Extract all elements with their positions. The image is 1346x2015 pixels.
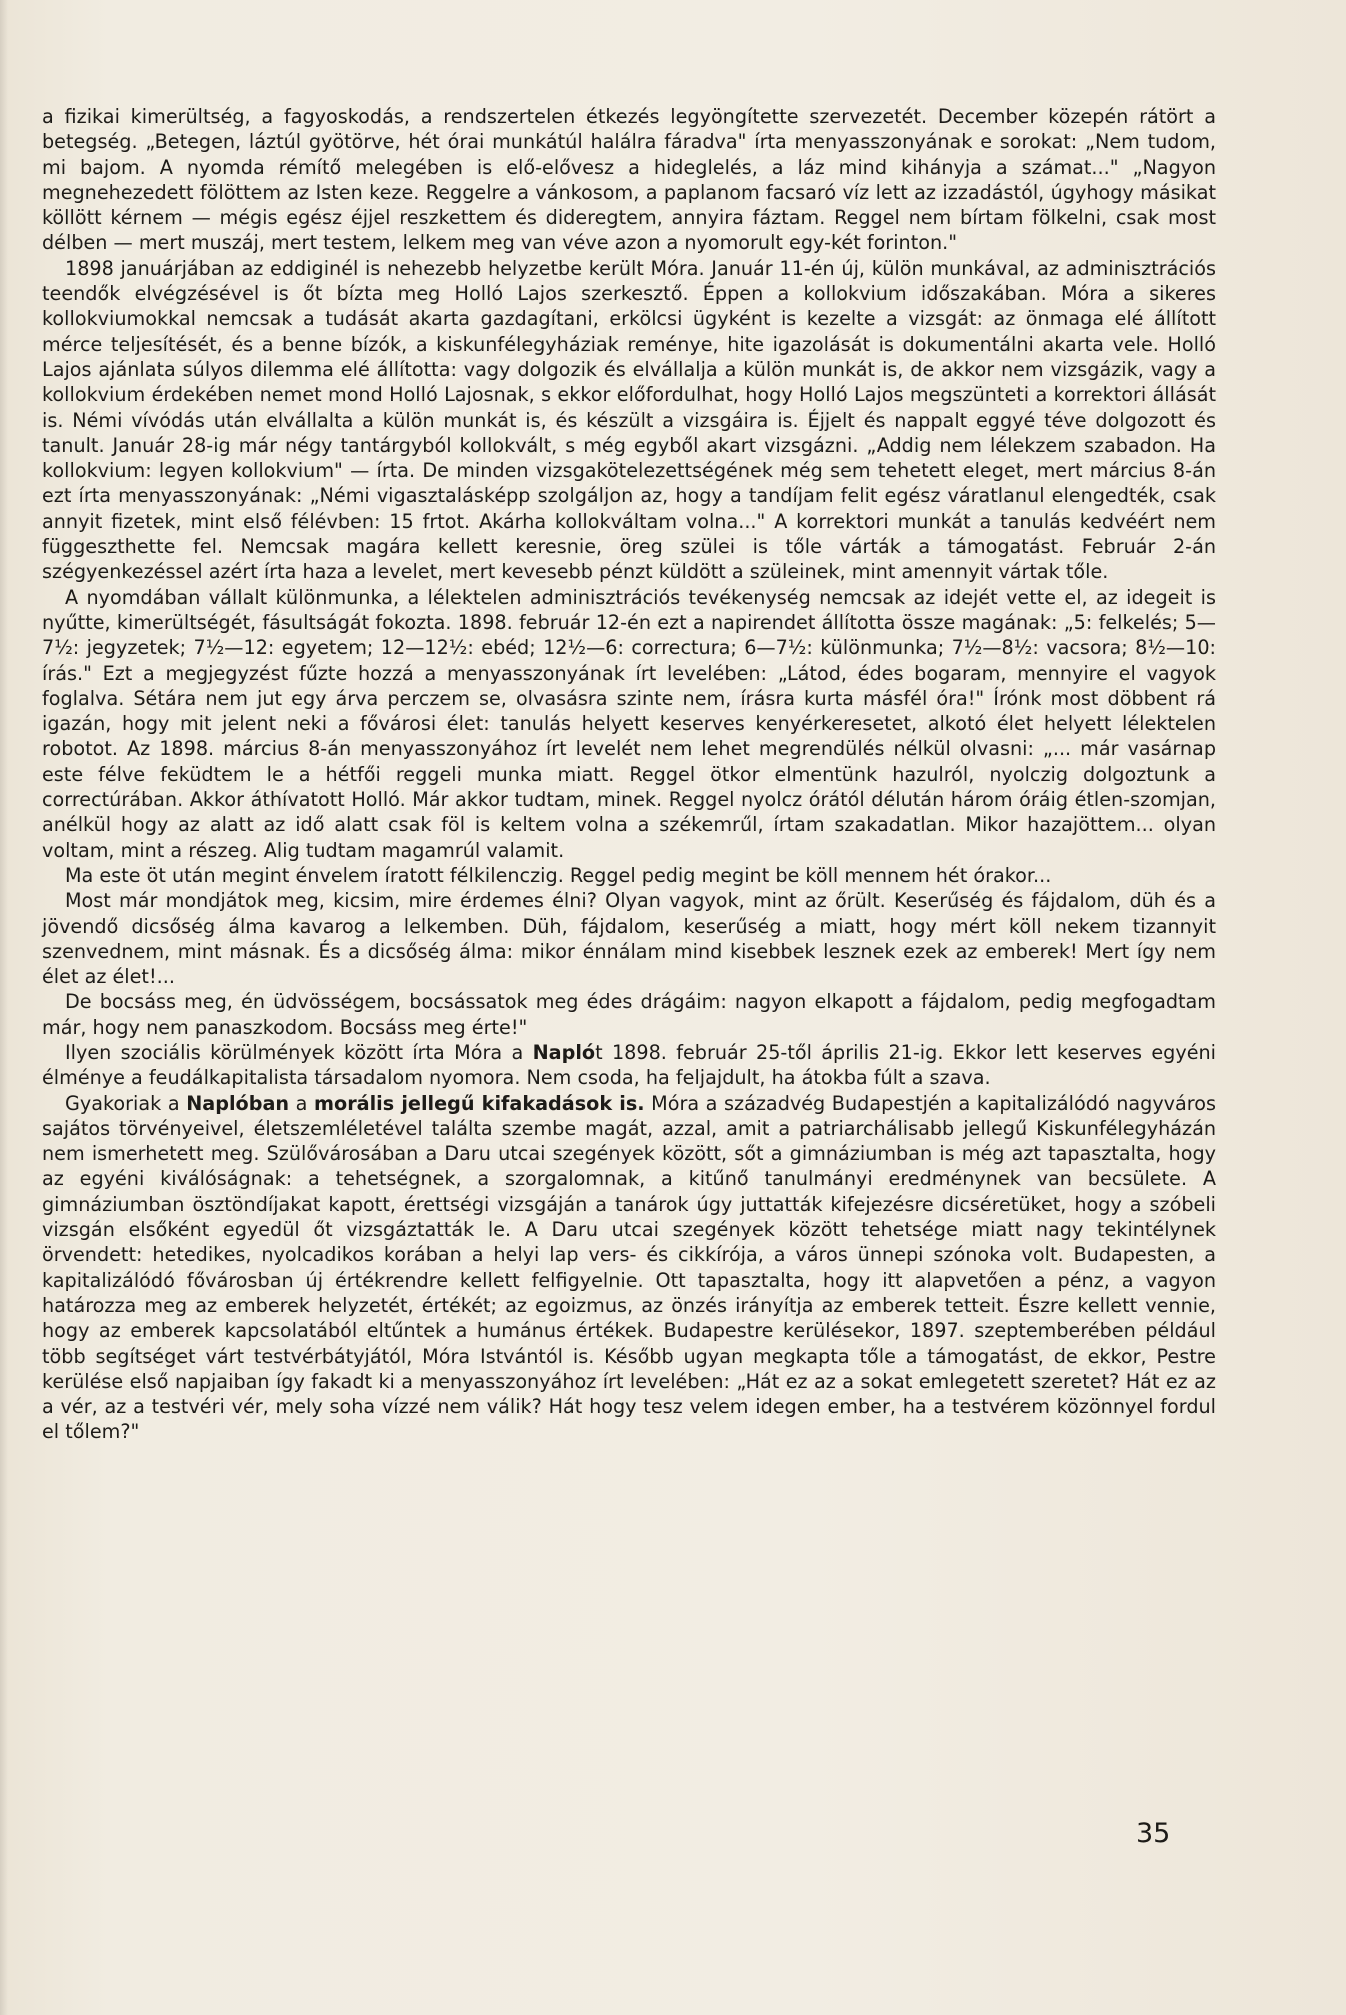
text-segment: Ilyen szociális körülmények között írta Móra a	[65, 1040, 533, 1064]
binding-shadow	[0, 0, 8, 2015]
paragraph	[42, 1091, 1216, 1445]
bold-text-segment: Naplóban	[186, 1091, 290, 1115]
text-segment: 1898 januárjában az eddiginél is nehezebb helyzetbe került Móra. Január 11-én új, külön munkával, az adminisztrációs teendők elvégzésével is őt bízta meg Holló Lajos szerkesztő. Éppen a kollokvium időszakában. Móra a sikeres kollokviumokkal nemcsak a tudását akarta gazdagítani, erkölcsi ügyként is kezelte a vizsgát: az önmaga elé állított mérce teljesítését, és a benne bízók, a kiskunfélegyháziak reménye, hite igazolását is dokumentálni akarta vele. Holló Lajos ajánlata súlyos dilemma elé állította: vagy dolgozik és elvállalja a külön munkát is, de akkor nem vizsgázik, vagy a kollokvium érdekében nemet mond Holló Lajosnak, s ekkor előfordulhat, hogy Holló Lajos megszünteti a korrektori állását is. Némi vívódás után elvállalta a külön munkát is, és készült a vizsgáira is. Éjjelt és nappalt eggyé téve dolgozott és tanult. Január 28-ig már négy tantárgyból kollokvált, s még egyből akart vizsgázni. „Addig nem lélekzem szabadon. Ha kollokvium: legyen kollokvium" — írta. De minden vizsgakötelezettségének még sem tehetett eleget, mert március 8-án ezt írta menyasszonyának: „Némi vigasztalásképp szolgáljon az, hogy a tandíjam felit egész váratlanul elengedték, csak annyit fizetek, mint első félévben: 15 frtot. Akárha kollokváltam volna..." A korrektori munkát a tanulás kedvéért nem függeszthette fel. Nemcsak magára kellett keresnie, öreg szülei is tőle várták a támogatást. Február 2-án szégyenkezéssel azért írta haza a levelet, mert kevesebb pénzt küldött a szüleinek, mint amennyit vártak tőle.	[42, 256, 1216, 584]
text-segment: De bocsáss meg, én üdvösségem, bocsássatok meg édes drágáim: nagyon elkapott a fájdalom, pedig megfogadtam már, hogy nem panaszkodom. Bocsáss meg érte!"	[42, 990, 1216, 1039]
body-text	[42, 104, 1216, 1445]
text-segment: Most már mondjátok meg, kicsim, mire érdemes élni? Olyan vagyok, mint az őrült. Keserűség és fájdalom, düh és a jövendő dicsőség álma kavarog a lelkemben. Düh, fájdalom, keserűség a miatt, hogy mért köll nekem tizannyit szenvednem, mint másnak. És a dicsőség álma: mikor énnálam mind kisebbek lesznek ezek az emberek! Mert így nem élet az élet!...	[42, 889, 1216, 989]
bold-text-segment: morális jellegű kifakadások is.	[314, 1091, 645, 1115]
paragraph	[42, 104, 1216, 256]
text-segment: a fizikai kimerültség, a fagyoskodás, a rendszertelen étkezés legyöngítette szervezetét. December közepén rátört a betegség. „Betegen, láztúl gyötörve, hét órai munkátúl halálra fáradva" írta menyasszonyának e sorokat: „Nem tudom, mi bajom. A nyomda rémítő melegében is elő-elővesz a hideglelés, a láz mind kihányja a számat..." „Nagyon megnehezedett fölöttem az Isten keze. Reggelre a vánkosom, a paplanom facsaró víz lett az izzadástól, úgyhogy másikat köllött kérnem — mégis egész éjjel reszkettem és dideregtem, annyira fáztam. Reggel nem bírtam fölkelni, csak most délben — mert muszáj, mert testem, lelkem meg van véve azon a nyomorult egy-két forinton."	[42, 105, 1216, 255]
paragraph	[42, 989, 1216, 1040]
text-segment: A nyomdában vállalt különmunka, a lélektelen adminisztrációs tevékenység nemcsak az idejét vette el, az idegeit is nyűtte, kimerültségét, fásultságát fokozta. 1898. február 12-én ezt a napirendet állította össze magának: „5: felkelés; 5—7½: jegyzetek; 7½—12: egyetem; 12—12½: ebéd; 12½—6: correctura; 6—7½: különmunka; 7½—8½: vacsora; 8½—10: írás." Ezt a megjegyzést fűzte hozzá a menyasszonyának írt levelében: „Látod, édes bogaram, mennyire el vagyok foglalva. Sétára nem jut egy árva perczem se, olvasásra szinte nem, írásra kurta másfél óra!" Írónk most döbbent rá igazán, hogy mit jelent neki a fővárosi élet: tanulás helyett keserves kenyérkeresetet, alkotó élet helyett lélektelen robotot. Az 1898. március 8-án menyasszonyához írt levelét nem lehet megrendülés nélkül olvasni: „... már vasárnap este félve feküdtem le a hétfői reggeli munka miatt. Reggel ötkor elmentünk hazulról, nyolczig dolgoztunk a correctúrában. Akkor áthívatott Holló. Már akkor tudtam, minek. Reggel nyolcz órától délután három óráig étlen-szomjan, anélkül hogy az alatt az idő alatt csak föl is keltem volna a székemrűl, írtam szakadatlan. Mikor hazajöttem... olyan voltam, mint a részeg. Alig tudtam magamrúl valamit.	[42, 585, 1216, 862]
page-number: 35	[1136, 1818, 1171, 1849]
paragraph	[42, 888, 1216, 989]
paragraph	[42, 256, 1216, 585]
text-segment: Móra a századvég Budapestjén a kapitalizálódó nagyváros sajátos törvényeivel, életszemléletével találta szembe magát, azzal, amit a patriarchálisabb jellegű Kiskunfélegyházán nem ismerhetett meg. Szülővárosában a Daru utcai szegények között, sőt a gimnáziumban is még azt tapasztalta, hogy az egyéni kiválóságnak: a tehetségnek, a szorgalomnak, a kitűnő tanulmányi eredménynek van becsülete. A gimnáziumban ösztöndíjakat kapott, érettségi vizsgáján a tanárok úgy juttatták kifejezésre dicséretüket, hogy a szóbeli vizsgán elsőként egyedül őt vizsgáztatták le. A Daru utcai szegények között tehetsége miatt nagy tekintélynek örvendett: hetedikes, nyolcadikos korában a helyi lap vers- és cikkírója, a város ünnepi szónoka volt. Budapesten, a kapitalizálódó fővárosban új értékrendre kellett felfigyelnie. Ott tapasztalta, hogy itt alapvetően a pénz, a vagyon határozza meg az emberek helyzetét, értékét; az egoizmus, az önzés irányítja az emberek tetteit. Észre kellett vennie, hogy az emberek kapcsolatából eltűntek a humánus értékek. Budapestre kerülésekor, 1897. szeptemberében például több segítséget várt testvérbátyjától, Móra Istvántól is. Később ugyan megkapta tőle a támogatást, de ekkor, Pestre kerülése első napjaiban így fakadt ki a menyasszonyához írt levelében: „Hát ez az a sokat emlegetett szeretet? Hát ez az a vér, az a testvéri vér, mely soha vízzé nem válik? Hát hogy tesz velem idegen ember, ha a testvérem közönnyel fordul el tőlem?"	[42, 1091, 1216, 1444]
paragraph	[42, 1040, 1216, 1091]
text-segment: Gyakoriak a	[65, 1091, 187, 1115]
text-segment: t 1898. február 25-től április 21-ig. Ekkor lett keserves egyéni élménye a feudálkapitalista társadalom nyomora. Nem csoda, ha feljajdult, ha átokba fúlt a szava.	[42, 1040, 1217, 1090]
paragraph	[42, 863, 1216, 888]
text-segment: Ma este öt után megint énvelem íratott félkilenczig. Reggel pedig megint be köll mennem hét órakor...	[65, 863, 1052, 887]
text-segment: a	[289, 1091, 315, 1115]
paragraph	[42, 585, 1216, 863]
bold-text-segment: Napló	[532, 1040, 596, 1064]
